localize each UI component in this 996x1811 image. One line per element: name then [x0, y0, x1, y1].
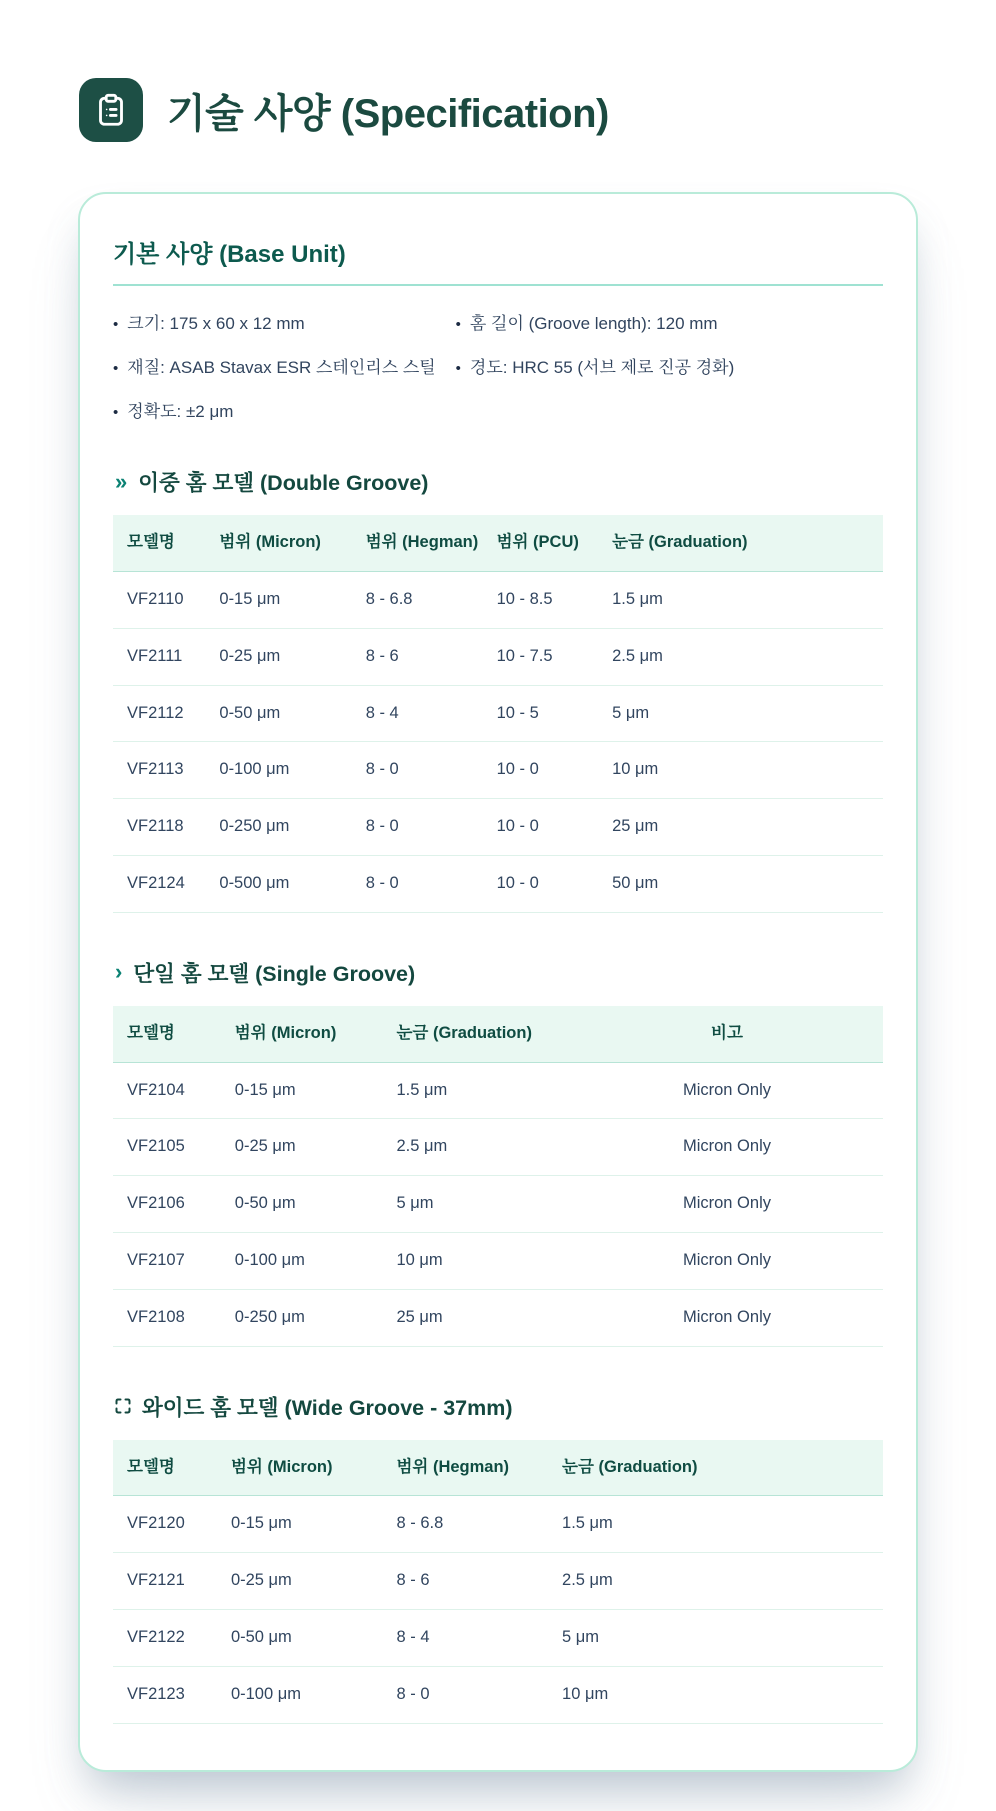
column-header: 눈금 (Graduation) — [382, 1006, 575, 1062]
table-cell: VF2123 — [113, 1666, 217, 1723]
table-cell: 10 μm — [598, 742, 883, 799]
table-row — [113, 1610, 883, 1667]
table-row — [113, 1233, 883, 1290]
table-cell: Micron Only — [575, 1176, 883, 1233]
table-cell: 5 μm — [548, 1610, 883, 1667]
table-cell: Micron Only — [575, 1289, 883, 1346]
page-header — [0, 0, 996, 142]
table-row — [113, 1553, 883, 1610]
table-cell: 0-500 μm — [205, 856, 351, 913]
page-title: 기술 사양 (Specification) — [167, 91, 609, 136]
table-cell: 0-15 μm — [205, 572, 351, 629]
double-groove-title — [115, 466, 883, 497]
column-header: 모델명 — [113, 1440, 217, 1496]
table-cell: Micron Only — [575, 1062, 883, 1119]
column-header: 모델명 — [113, 515, 205, 571]
table-cell: Micron Only — [575, 1119, 883, 1176]
table-cell: 0-25 μm — [221, 1119, 383, 1176]
table-row — [113, 685, 883, 742]
base-unit-title: 기본 사양 (Base Unit) — [113, 241, 346, 268]
spec-bullet: • 크기: 175 x 60 x 12 mm — [113, 313, 456, 335]
table-cell: 0-250 μm — [221, 1289, 383, 1346]
single-chevron-icon: › — [115, 959, 123, 985]
table-cell: VF2107 — [113, 1233, 221, 1290]
table-cell: VF2121 — [113, 1553, 217, 1610]
table-row — [113, 1666, 883, 1723]
table-cell: 1.5 μm — [382, 1062, 575, 1119]
column-header: 눈금 (Graduation) — [598, 515, 883, 571]
column-header: 범위 (Micron) — [221, 1006, 383, 1062]
table-cell: VF2108 — [113, 1289, 221, 1346]
section-divider — [113, 284, 883, 286]
wide-groove-table — [113, 1440, 883, 1724]
single-groove-title — [115, 957, 883, 988]
table-row — [113, 572, 883, 629]
table-cell: VF2104 — [113, 1062, 221, 1119]
column-header: 눈금 (Graduation) — [548, 1440, 883, 1496]
header-row — [113, 1006, 883, 1062]
table-cell: 10 μm — [548, 1666, 883, 1723]
table-cell: 1.5 μm — [548, 1496, 883, 1553]
table-cell: VF2105 — [113, 1119, 221, 1176]
table-cell: VF2118 — [113, 799, 205, 856]
table-row — [113, 1289, 883, 1346]
spec-bullet: • 재질: ASAB Stavax ESR 스테인리스 스틸 — [113, 357, 456, 379]
spec-bullet: • 정확도: ±2 μm — [113, 401, 456, 423]
table-cell: 8 - 0 — [352, 856, 483, 913]
column-header: 범위 (Hegman) — [352, 515, 483, 571]
wide-groove-title — [115, 1391, 883, 1422]
base-unit-spec-list — [113, 313, 883, 422]
double-groove-table — [113, 515, 883, 913]
table-cell: 25 μm — [598, 799, 883, 856]
table-cell: 8 - 0 — [382, 1666, 548, 1723]
table-row — [113, 1119, 883, 1176]
table-cell: 8 - 0 — [352, 799, 483, 856]
table-cell: 0-15 μm — [221, 1062, 383, 1119]
single-groove-table — [113, 1006, 883, 1347]
double-chevron-icon: » — [115, 468, 128, 494]
table-cell: 8 - 4 — [352, 685, 483, 742]
table-cell: 50 μm — [598, 856, 883, 913]
double-groove-title-text: 이중 홈 모델 (Double Groove) — [138, 471, 429, 496]
column-header: 범위 (Hegman) — [382, 1440, 548, 1496]
table-cell: 10 - 0 — [483, 799, 599, 856]
table-cell: 2.5 μm — [382, 1119, 575, 1176]
table-cell: 5 μm — [382, 1176, 575, 1233]
table-cell: 0-50 μm — [221, 1176, 383, 1233]
table-cell: 0-250 μm — [205, 799, 351, 856]
table-cell: VF2106 — [113, 1176, 221, 1233]
table-cell: 0-50 μm — [205, 685, 351, 742]
table-row — [113, 856, 883, 913]
table-cell: VF2112 — [113, 685, 205, 742]
spec-bullet: • 홈 길이 (Groove length): 120 mm — [456, 313, 883, 335]
column-header: 비고 — [575, 1006, 883, 1062]
table-row — [113, 628, 883, 685]
table-cell: 8 - 6 — [352, 628, 483, 685]
column-header: 모델명 — [113, 1006, 221, 1062]
corner-brackets-icon — [115, 1398, 131, 1414]
table-cell: 5 μm — [598, 685, 883, 742]
table-cell: VF2111 — [113, 628, 205, 685]
table-cell: 8 - 4 — [382, 1610, 548, 1667]
table-cell: 8 - 6.8 — [352, 572, 483, 629]
base-unit-section — [113, 234, 883, 422]
table-cell: 0-50 μm — [217, 1610, 383, 1667]
specification-card — [78, 192, 918, 1772]
table-cell: 10 μm — [382, 1233, 575, 1290]
column-header: 범위 (Micron) — [217, 1440, 383, 1496]
spec-bullet: • 경도: HRC 55 (서브 제로 진공 경화) — [456, 357, 883, 379]
single-groove-title-text: 단일 홈 모델 (Single Groove) — [133, 961, 416, 986]
table-cell: 8 - 6 — [382, 1553, 548, 1610]
column-header: 범위 (PCU) — [483, 515, 599, 571]
wide-groove-title-text: 와이드 홈 모델 (Wide Groove - 37mm) — [142, 1395, 513, 1420]
clipboard-icon-badge — [79, 78, 143, 142]
table-cell: 10 - 0 — [483, 742, 599, 799]
table-cell: 10 - 5 — [483, 685, 599, 742]
table-cell: VF2113 — [113, 742, 205, 799]
table-cell: 10 - 7.5 — [483, 628, 599, 685]
table-cell: 0-100 μm — [205, 742, 351, 799]
table-cell: Micron Only — [575, 1233, 883, 1290]
table-cell: 0-100 μm — [221, 1233, 383, 1290]
table-cell: 10 - 0 — [483, 856, 599, 913]
single-groove-section — [113, 957, 883, 1347]
column-header: 범위 (Micron) — [205, 515, 351, 571]
clipboard-icon — [93, 92, 129, 128]
table-cell: 8 - 0 — [352, 742, 483, 799]
table-row — [113, 1062, 883, 1119]
table-cell: 1.5 μm — [598, 572, 883, 629]
header-row — [113, 1440, 883, 1496]
table-cell: VF2120 — [113, 1496, 217, 1553]
table-cell: VF2122 — [113, 1610, 217, 1667]
table-row — [113, 1176, 883, 1233]
table-cell: 0-25 μm — [205, 628, 351, 685]
table-cell: 10 - 8.5 — [483, 572, 599, 629]
table-row — [113, 1496, 883, 1553]
header-row — [113, 515, 883, 571]
table-cell: 2.5 μm — [548, 1553, 883, 1610]
table-cell: 8 - 6.8 — [382, 1496, 548, 1553]
table-cell: 0-100 μm — [217, 1666, 383, 1723]
table-cell: VF2110 — [113, 572, 205, 629]
table-cell: 0-25 μm — [217, 1553, 383, 1610]
wide-groove-section — [113, 1391, 883, 1724]
table-row — [113, 799, 883, 856]
double-groove-section — [113, 466, 883, 913]
table-cell: 0-15 μm — [217, 1496, 383, 1553]
table-cell: VF2124 — [113, 856, 205, 913]
table-cell: 25 μm — [382, 1289, 575, 1346]
table-cell: 2.5 μm — [598, 628, 883, 685]
table-row — [113, 742, 883, 799]
